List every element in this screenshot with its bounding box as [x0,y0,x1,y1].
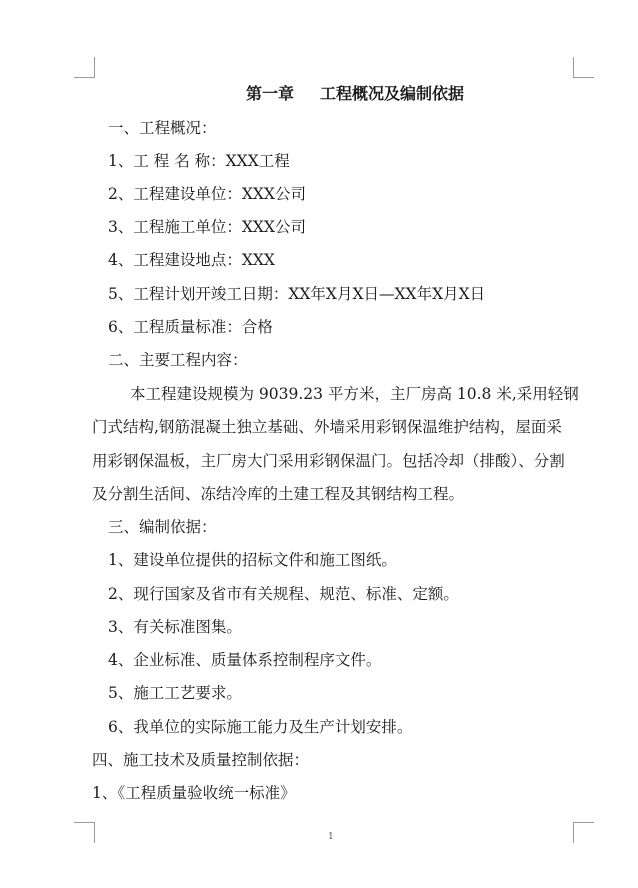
section-heading-quality-control: 四、施工技术及质量控制依据： [92,751,310,769]
overview-item: 5、工程计划开竣工日期：XX年X月X日—XX年X月X日 [108,285,486,303]
section-heading-basis: 三、编制依据： [108,518,217,536]
overview-item: 1、工 程 名 称：XXX工程 [108,152,290,170]
crop-mark-top-left [74,57,95,78]
overview-item: 2、工程建设单位：XXX公司 [108,185,306,203]
basis-item: 3、有关标准图集。 [108,618,242,636]
basis-item: 2、现行国家及省市有关规程、规范、标准、定额。 [108,585,459,603]
overview-item: 6、工程质量标准：合格 [108,318,273,336]
chapter-title [246,84,464,104]
page-number: 1 [328,832,334,842]
basis-item: 5、施工工艺要求。 [108,684,242,702]
body-paragraph-line: 及分割生活间、冻结冷库的土建工程及其钢结构工程。 [92,485,465,503]
crop-mark-bottom-left [74,822,95,843]
basis-item: 1、建设单位提供的招标文件和施工图纸。 [108,551,397,569]
quality-control-item: 1、《工程质量验收统一标准》 [92,784,296,802]
overview-item: 4、工程建设地点：XXX [108,251,275,269]
chapter-number: 第一章 [246,84,295,103]
overview-item: 3、工程施工单位：XXX公司 [108,218,306,236]
basis-item: 6、我单位的实际施工能力及生产计划安排。 [108,718,413,736]
section-heading-main-content: 二、主要工程内容： [108,351,248,369]
section-heading-overview: 一、工程概况： [108,119,217,137]
basis-item: 4、企业标准、质量体系控制程序文件。 [108,651,382,669]
body-paragraph-line: 门式结构,钢筋混凝土独立基础、外墙采用彩钢保温维护结构，屋面采 [92,418,562,436]
crop-mark-top-right [573,57,594,78]
body-paragraph-line: 本工程建设规模为 9039.23 平方米，主厂房高 10.8 米,采用轻钢 [130,385,579,403]
crop-mark-bottom-right [573,822,594,843]
body-paragraph-line: 用彩钢保温板，主厂房大门采用彩钢保温门。包括冷却（排酸）、分割 [92,452,565,470]
chapter-heading: 工程概况及编制依据 [320,84,465,103]
